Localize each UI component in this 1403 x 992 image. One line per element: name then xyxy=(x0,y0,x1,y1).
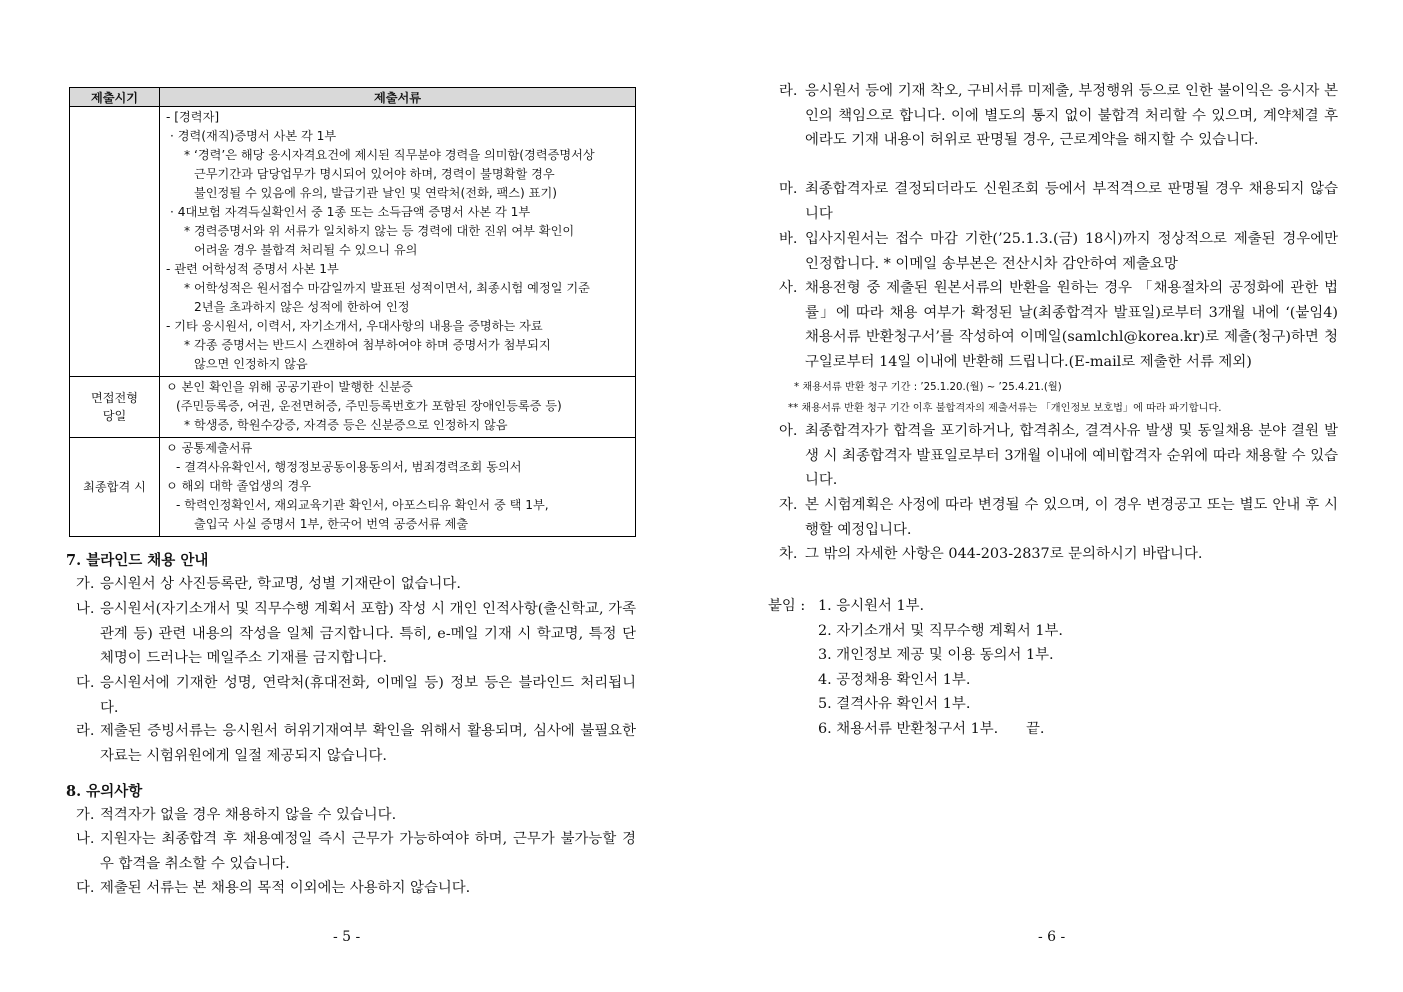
doc-line: * ‘경력’은 해당 응시자격요건에 제시된 직무분야 경력을 의미함(경력증명서상 xyxy=(184,148,595,162)
item-label: 라. xyxy=(76,723,95,739)
section-8-item xyxy=(76,827,636,876)
return-period-note: * 채용서류 반환 청구 기간 : ’25.1.20.(월) ~ ’25.4.21.(월) xyxy=(794,382,1062,393)
section-8-item xyxy=(76,876,636,901)
documents-cell xyxy=(160,438,636,537)
timing-line: 당일 xyxy=(102,409,127,423)
header-timing: 제출시기 xyxy=(70,88,160,107)
doc-line: - 학력인정확인서, 재외교육기관 확인서, 아포스티유 확인서 중 택 1부, xyxy=(176,498,549,512)
doc-line: 어려울 경우 불합격 처리될 수 있으니 유의 xyxy=(194,243,418,257)
item-text: 입사지원서는 접수 마감 기한(’25.1.3.(금) 18시)까지 정상적으로 제출된 경우에만 인정합니다. * 이메일 송부본은 전산시차 감안하여 제출요망 xyxy=(805,231,1338,272)
section-7-item xyxy=(76,719,636,768)
table-row xyxy=(70,438,636,537)
item-label: 차. xyxy=(779,546,798,562)
timing-cell xyxy=(70,107,160,377)
item-label: 사. xyxy=(779,280,798,296)
item-text: 지원자는 최종합격 후 채용예정일 즉시 근무가 가능하여야 하며, 근무가 불가능할 경우 합격을 취소할 수 있습니다. xyxy=(100,831,636,872)
doc-line: 출입국 사실 증명서 1부, 한국어 번역 공증서류 제출 xyxy=(194,517,469,531)
attachment-item: 4. 공정채용 확인서 1부. xyxy=(818,672,971,688)
item-text: 제출된 증빙서류는 응시원서 허위기재여부 확인을 위해서 활용되며, 심사에 불필요한 자료는 시험위원에게 일절 제공되지 않습니다. xyxy=(100,723,636,764)
page-right xyxy=(700,0,1403,992)
item-text: 응시원서(자기소개서 및 직무수행 계획서 포함) 작성 시 개인 인적사항(출신학교, 가족관계 등) 관련 내용의 작성을 일체 금지합니다. 특히, e-메일 기재 시 학교명, 특정 단체명이 드러나는 메일주소 기재를 금지합니다. xyxy=(100,601,636,667)
item-text: 최종합격자가 합격을 포기하거나, 합격취소, 결격사유 발생 및 동일채용 분야 결원 발생 시 최종합격자 발표일로부터 3개월 이내에 예비합격자 순위에 따라 채용할 수 있습니다. xyxy=(805,423,1338,489)
attachment-item: 5. 결격사유 확인서 1부. xyxy=(818,696,971,712)
item-label: 라. xyxy=(779,83,798,99)
item-label: 다. xyxy=(76,880,95,896)
section-8-title: 8. 유의사항 xyxy=(66,783,143,800)
doc-line: ㅇ 본인 확인을 위해 공공기관이 발행한 신분증 xyxy=(166,380,413,394)
doc-line: · 4대보험 자격득실확인서 중 1종 또는 소득금액 증명서 사본 각 1부 xyxy=(170,205,531,219)
item-text: 그 밖의 자세한 사항은 044-203-2837로 문의하시기 바랍니다. xyxy=(805,546,1203,562)
section-7-title: 7. 블라인드 채용 안내 xyxy=(66,552,209,569)
item-label: 아. xyxy=(779,423,798,439)
notice-item xyxy=(779,177,1338,226)
item-label: 가. xyxy=(76,807,95,823)
doc-line: 2년을 초과하지 않은 성적에 한하여 인정 xyxy=(194,300,410,314)
timing-line: 면접전형 xyxy=(90,391,139,405)
page-left xyxy=(0,0,700,992)
section-8-item xyxy=(76,803,636,828)
item-label: 자. xyxy=(779,497,798,513)
table-header-row xyxy=(70,88,636,107)
item-label: 나. xyxy=(76,601,95,617)
notice-item xyxy=(779,276,1338,375)
doc-line: 않으면 인정하지 않음 xyxy=(194,357,308,371)
section-7-item xyxy=(76,572,636,597)
section-7-item xyxy=(76,671,636,720)
attachment-item: 3. 개인정보 제공 및 이용 동의서 1부. xyxy=(818,647,1054,663)
page-number-left: - 5 - xyxy=(333,929,361,945)
item-text: 응시원서 등에 기재 착오, 구비서류 미제출, 부정행위 등으로 인한 불이익은 응시자 본인의 책임으로 합니다. 이에 별도의 통지 없이 불합격 처리할 수 있으며, 계약체결 후에라도 기재 내용이 허위로 판명될 경우, 근로계약을 해지할 수 있습니다. xyxy=(805,83,1338,149)
timing-cell xyxy=(70,377,160,438)
doc-line: - [경력자] xyxy=(166,110,220,124)
attachments-label: 붙임 : xyxy=(768,598,806,614)
item-text: 응시원서에 기재한 성명, 연락처(휴대전화, 이메일 등) 정보 등은 블라인드 처리됩니다. xyxy=(100,675,636,716)
doc-line: - 결격사유확인서, 행정정보공동이용동의서, 범죄경력조회 동의서 xyxy=(176,460,522,474)
item-text: 본 시험계획은 사정에 따라 변경될 수 있으며, 이 경우 변경공고 또는 별도 안내 후 시행할 예정입니다. xyxy=(805,497,1338,538)
doc-line: 근무기간과 담당업무가 명시되어 있어야 하며, 경력이 불명확할 경우 xyxy=(194,167,555,181)
doc-line: 불인정될 수 있음에 유의, 발급기관 날인 및 연락처(전화, 팩스) 표기) xyxy=(194,186,557,200)
timing-cell: 최종합격 시 xyxy=(70,438,160,537)
item-text: 채용전형 중 제출된 원본서류의 반환을 원하는 경우 「채용절차의 공정화에 관한 법률」에 따라 채용 여부가 확정된 날(최종합격자 발표일)로부터 3개월 내에 ‘(붙임4) 채용서류 반환청구서’를 작성하여 이메일(samlchl@korea.kr)로 제출(청구)하면 청구일로부터 14일 이내에 반환해 드립니다.(E-mail로 제출한 서류 제외) xyxy=(805,280,1338,371)
doc-line: * 학생증, 학원수강증, 자격증 등은 신분증으로 인정하지 않음 xyxy=(184,418,508,432)
doc-line: - 기타 응시원서, 이력서, 자기소개서, 우대사항의 내용을 증명하는 자료 xyxy=(166,319,543,333)
documents-cell xyxy=(160,107,636,377)
item-text: 최종합격자로 결정되더라도 신원조회 등에서 부적격으로 판명될 경우 채용되지 않습니다 xyxy=(805,181,1338,222)
doc-line: (주민등록증, 여권, 운전면허증, 주민등록번호가 포함된 장애인등록증 등) xyxy=(176,399,562,413)
item-label: 마. xyxy=(779,181,798,197)
item-text: 응시원서 상 사진등록란, 학교명, 성별 기재란이 없습니다. xyxy=(100,576,461,592)
item-text: 제출된 서류는 본 채용의 목적 이외에는 사용하지 않습니다. xyxy=(100,880,471,896)
item-label: 나. xyxy=(76,831,95,847)
doc-line: ㅇ 공통제출서류 xyxy=(166,441,253,455)
page-number-right: - 6 - xyxy=(1038,929,1066,945)
header-documents: 제출서류 xyxy=(160,88,636,107)
doc-line: * 어학성적은 원서접수 마감일까지 발표된 성적이면서, 최종시험 예정일 기준 xyxy=(184,281,590,295)
attachment-item: 6. 채용서류 반환청구서 1부. xyxy=(818,721,999,737)
disposal-note: ** 채용서류 반환 청구 기간 이후 불합격자의 제출서류는 「개인정보 보호법」에 따라 파기합니다. xyxy=(788,403,1222,414)
documents-cell xyxy=(160,377,636,438)
notice-item xyxy=(779,542,1338,567)
notice-item xyxy=(779,79,1338,153)
doc-line: - 관련 어학성적 증명서 사본 1부 xyxy=(166,262,339,276)
doc-line: * 각종 증명서는 반드시 스캔하여 첨부하여야 하며 증명서가 첨부되지 xyxy=(184,338,551,352)
table-row xyxy=(70,107,636,377)
submission-table xyxy=(69,87,636,537)
item-label: 다. xyxy=(76,675,95,691)
item-label: 가. xyxy=(76,576,95,592)
doc-line: · 경력(재직)증명서 사본 각 1부 xyxy=(170,129,337,143)
item-text: 적격자가 없을 경우 채용하지 않을 수 있습니다. xyxy=(100,807,397,823)
notice-item xyxy=(779,419,1338,493)
notice-item xyxy=(779,493,1338,542)
table-row xyxy=(70,377,636,438)
doc-line: ㅇ 해외 대학 졸업생의 경우 xyxy=(166,479,312,493)
doc-line: * 경력증명서와 위 서류가 일치하지 않는 등 경력에 대한 진위 여부 확인이 xyxy=(184,224,575,238)
section-7-item xyxy=(76,597,636,671)
item-label: 바. xyxy=(779,231,798,247)
end-mark: 끝. xyxy=(1026,721,1045,737)
notice-item xyxy=(779,227,1338,276)
attachment-item: 2. 자기소개서 및 직무수행 계획서 1부. xyxy=(818,623,1063,639)
attachment-item: 1. 응시원서 1부. xyxy=(818,598,925,614)
